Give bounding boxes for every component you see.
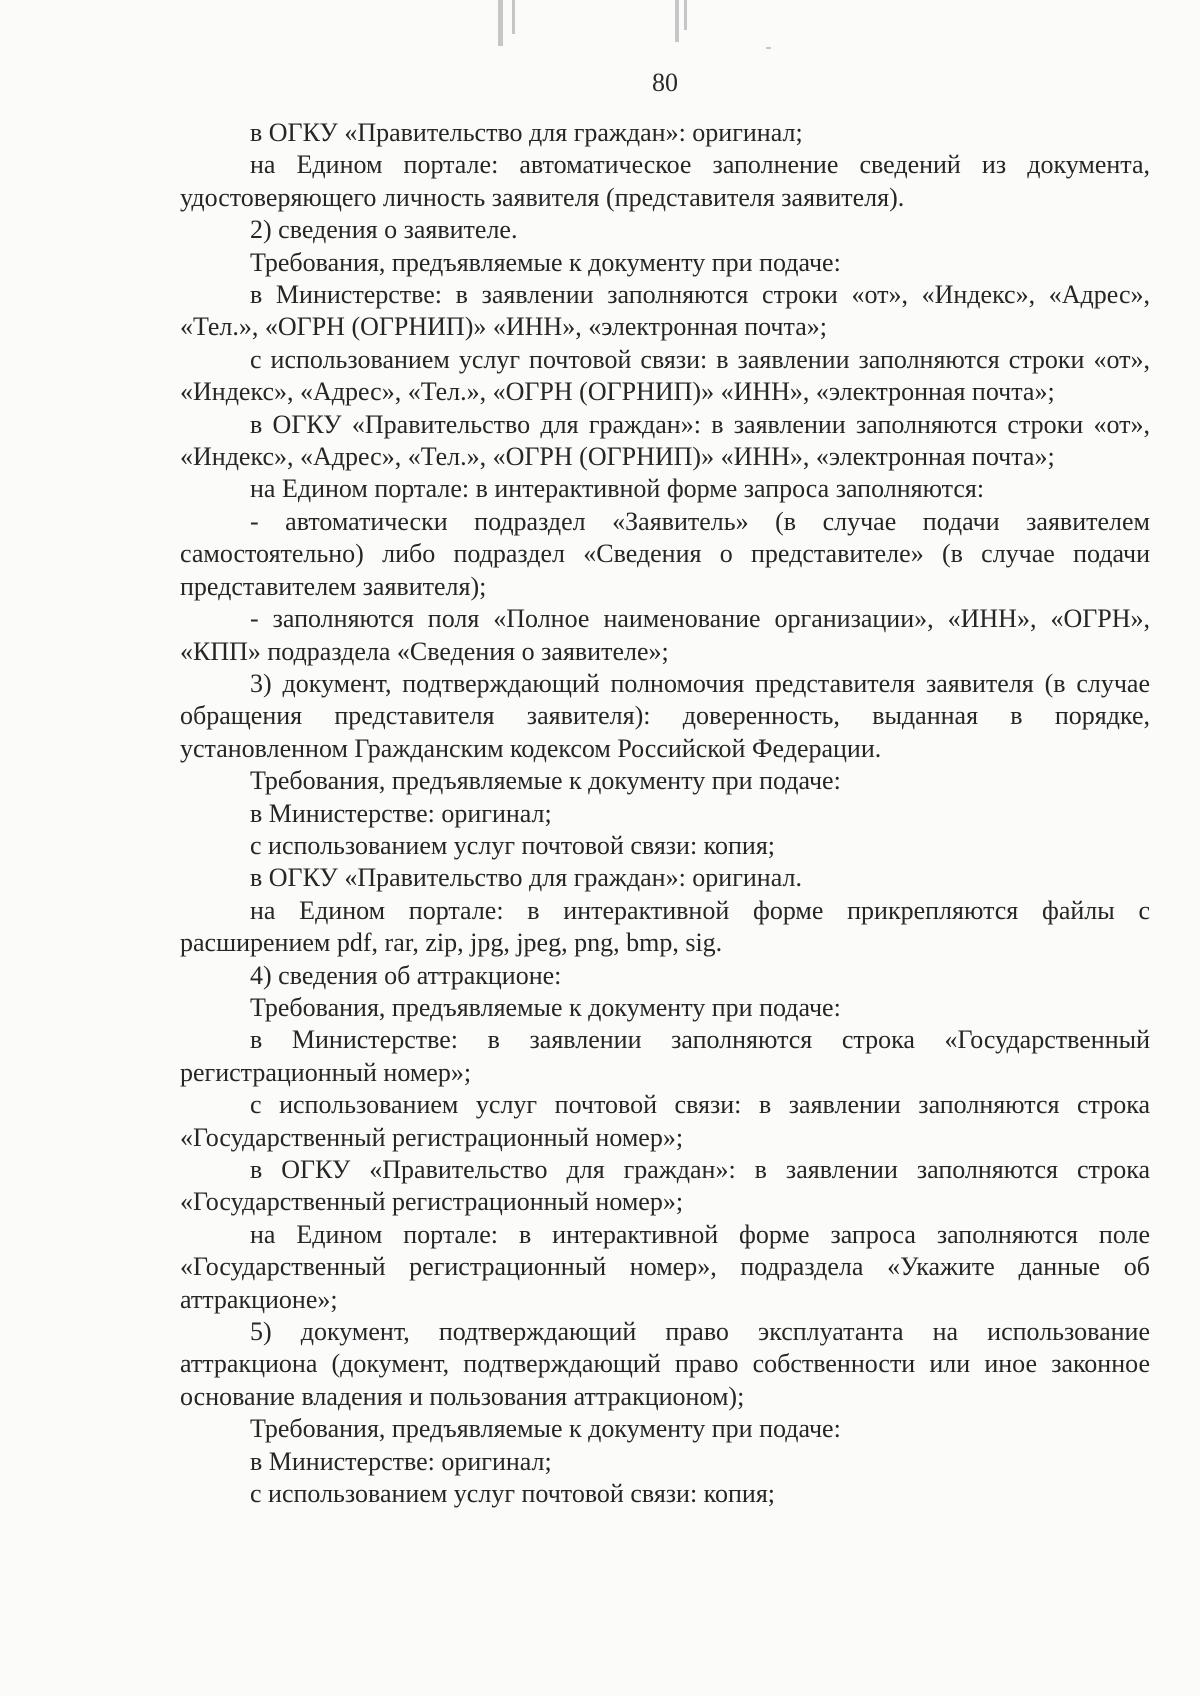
paragraph: с использованием услуг почтовой связи: в заявлении заполняются строки «от», «Индекс», «Адрес», «Тел.», «ОГРН (ОГРНИП)» «ИНН», «электронная почта»; xyxy=(180,344,1150,407)
paragraph: Требования, предъявляемые к документу при подаче: xyxy=(250,992,841,1022)
paragraph: - автоматически подраздел «Заявитель» (в случае подачи заявителем самостоятельно) либо подраздел «Сведения о представителе» (в случае подачи представителем заявителя); xyxy=(180,506,1150,601)
paragraph: Требования, предъявляемые к документу при подаче: xyxy=(250,247,841,277)
paragraph: на Едином портале: в интерактивной форме запроса заполняются: xyxy=(250,474,985,504)
paragraph: в Министерстве: оригинал; xyxy=(250,798,552,828)
paragraph: в Министерстве: в заявлении заполняются строки «от», «Индекс», «Адрес», «Тел.», «ОГРН (ОГРНИП)» «ИНН», «электронная почта»; xyxy=(180,280,1150,342)
paragraph: в Министерстве: оригинал; xyxy=(250,1446,552,1476)
document-body xyxy=(180,117,1150,1510)
paragraph: на Едином портале: автоматическое заполнение сведений из документа, удостоверяющего личность заявителя (представителя заявителя). xyxy=(180,150,1150,212)
paragraph: на Едином портале: в интерактивной форме прикрепляются файлы с расширением pdf, rar, zip, jpg, jpeg, png, bmp, sig. xyxy=(180,895,1150,958)
page-number: 80 xyxy=(652,68,678,97)
paragraph: 5) документ, подтверждающий право эксплуатанта на использование аттракциона (документ, подтверждающий право собственности или иное законное основание владения и пользования аттракционом); xyxy=(180,1317,1150,1411)
paragraph: в ОГКУ «Правительство для граждан»: в заявлении заполняются строки «от», «Индекс», «Адрес», «Тел.», «ОГРН (ОГРНИП)» «ИНН», «электронная почта»; xyxy=(180,409,1150,472)
paragraph: 3) документ, подтверждающий полномочия представителя заявителя (в случае обращения представителя заявителя): доверенность, выданная в порядке, установленном Гражданским кодексом Российской Федерации. xyxy=(180,668,1150,763)
paragraph: с использованием услуг почтовой связи: копия; xyxy=(250,1479,776,1509)
paragraph: Требования, предъявляемые к документу при подаче: xyxy=(250,766,841,796)
scan-artifact xyxy=(684,0,687,30)
paragraph: в ОГКУ «Правительство для граждан»: оригинал. xyxy=(250,863,802,893)
scan-artifact xyxy=(675,0,679,42)
paragraph: с использованием услуг почтовой связи: в заявлении заполняются строка «Государственный регистрационный номер»; xyxy=(180,1090,1150,1152)
scan-artifact xyxy=(512,0,515,34)
paragraph: с использованием услуг почтовой связи: копия; xyxy=(250,830,776,860)
paragraph: на Едином портале: в интерактивной форме запроса заполняются поле «Государственный регистрационный номер», подраздела «Укажите данные об аттракционе»; xyxy=(180,1219,1150,1314)
paragraph: в Министерстве: в заявлении заполняются строка «Государственный регистрационный номер»; xyxy=(180,1025,1150,1087)
paragraph: в ОГКУ «Правительство для граждан»: в заявлении заполняются строка «Государственный регистрационный номер»; xyxy=(180,1155,1150,1217)
paragraph: 2) сведения о заявителе. xyxy=(250,215,518,245)
paragraph: в ОГКУ «Правительство для граждан»: оригинал; xyxy=(250,118,803,147)
paragraph: - заполняются поля «Полное наименование организации», «ИНН», «ОГРН», «КПП» подраздела «Сведения о заявителе»; xyxy=(180,604,1150,666)
paragraph: 4) сведения об аттракционе: xyxy=(250,960,562,990)
paragraph: Требования, предъявляемые к документу при подаче: xyxy=(250,1414,841,1444)
scan-artifact xyxy=(766,47,771,49)
scan-artifact xyxy=(498,0,503,46)
